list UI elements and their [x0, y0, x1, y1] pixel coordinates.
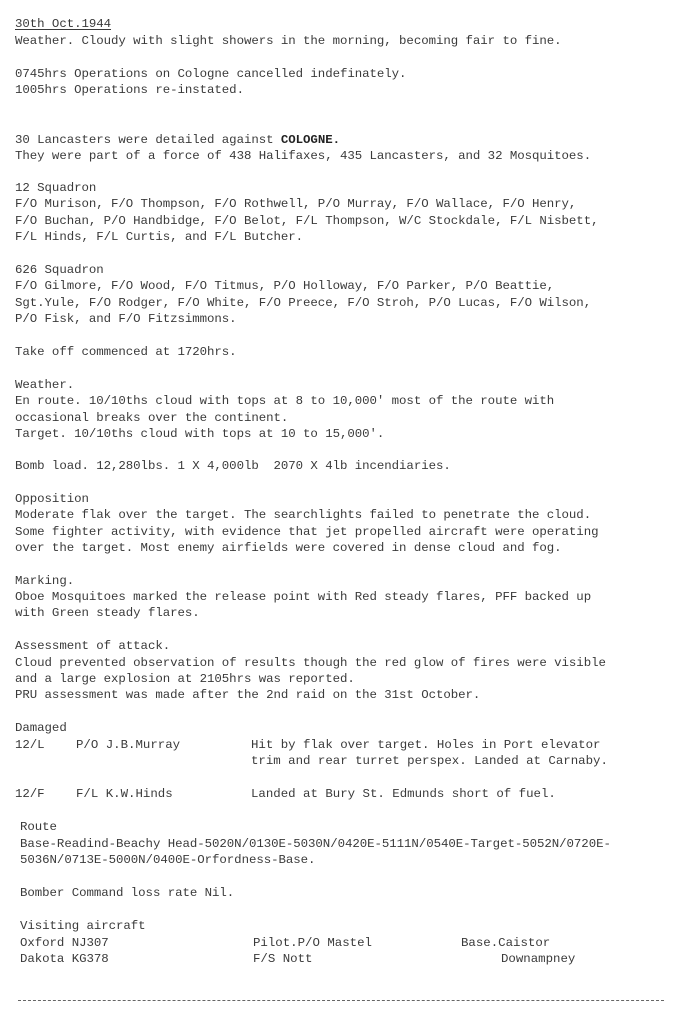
- damaged-notes: Landed at Bury St. Edmunds short of fuel.: [251, 787, 556, 801]
- crew-line: F/L Hinds, F/L Curtis, and F/L Butcher.: [15, 230, 304, 244]
- dashed-divider: [18, 1000, 664, 1001]
- damaged-notes: Hit by flak over target. Holes in Port elevator: [251, 738, 601, 752]
- weather-line: En route. 10/10ths cloud with tops at 8 to 10,000' most of the route with: [15, 394, 555, 408]
- damaged-title: Damaged: [15, 721, 67, 735]
- visiting-pilot: F/S Nott: [253, 952, 313, 966]
- operations-line: 0745hrs Operations on Cologne cancelled indefinately.: [15, 67, 407, 81]
- damaged-pilot: P/O J.B.Murray: [76, 738, 181, 752]
- route-line: Base-Readind-Beachy Head-5020N/0130E-5030N/0420E-5111N/0540E-Target-5052N/0720E-: [20, 837, 611, 851]
- target-name: COLOGNE.: [280, 133, 340, 147]
- visiting-pilot: Pilot.P/O Mastel: [253, 936, 372, 950]
- assessment-line: and a large explosion at 2105hrs was reported.: [15, 672, 355, 686]
- visiting-base: Base.Caistor: [461, 936, 551, 950]
- detail-prefix: 30 Lancasters were detailed against: [15, 133, 281, 147]
- detail-line: [15, 132, 340, 148]
- crew-line: F/O Gilmore, F/O Wood, F/O Titmus, P/O Holloway, F/O Parker, P/O Beattie,: [15, 279, 555, 293]
- bomb-load-line: Bomb load. 12,280lbs. 1 X 4,000lb 2070 X 4lb incendiaries.: [15, 459, 451, 473]
- visiting-aircraft: Oxford NJ307: [20, 936, 109, 950]
- opposition-line: Moderate flak over the target. The searchlights failed to penetrate the cloud.: [15, 508, 592, 522]
- visiting-title: Visiting aircraft: [20, 919, 146, 933]
- opposition-title: Opposition: [15, 492, 89, 506]
- crew-line: F/O Murison, F/O Thompson, F/O Rothwell, P/O Murray, F/O Wallace, F/O Henry,: [15, 197, 577, 211]
- visiting-base: Downampney: [501, 952, 576, 966]
- assessment-title: Assessment of attack.: [15, 639, 171, 653]
- damaged-aircraft: 12/F: [15, 787, 45, 801]
- loss-rate-line: Bomber Command loss rate Nil.: [20, 886, 235, 900]
- squadron-626-title: 626 Squadron: [15, 263, 104, 277]
- route-line: 5036N/0713E-5000N/0400E-Orfordness-Base.: [20, 853, 316, 867]
- entry-date: 30th Oct.1944: [15, 17, 112, 31]
- force-line: They were part of a force of 438 Halifaxes, 435 Lancasters, and 32 Mosquitoes.: [15, 149, 592, 163]
- assessment-line: Cloud prevented observation of results though the red glow of fires were visible: [15, 656, 606, 670]
- takeoff-line: Take off commenced at 1720hrs.: [15, 345, 237, 359]
- weather-summary: Weather. Cloudy with slight showers in the morning, becoming fair to fine.: [15, 34, 562, 48]
- assessment-line: PRU assessment was made after the 2nd raid on the 31st October.: [15, 688, 481, 702]
- damaged-pilot: F/L K.W.Hinds: [76, 787, 173, 801]
- operations-line: 1005hrs Operations re-instated.: [15, 83, 244, 97]
- crew-line: Sgt.Yule, F/O Rodger, F/O White, F/O Preece, F/O Stroh, P/O Lucas, F/O Wilson,: [15, 296, 592, 310]
- opposition-line: over the target. Most enemy airfields were covered in dense cloud and fog.: [15, 541, 562, 555]
- weather-title: Weather.: [15, 378, 75, 392]
- damaged-notes: trim and rear turret perspex. Landed at Carnaby.: [251, 754, 608, 768]
- marking-line: Oboe Mosquitoes marked the release point with Red steady flares, PFF backed up: [15, 590, 592, 604]
- squadron-12-title: 12 Squadron: [15, 181, 97, 195]
- weather-line: occasional breaks over the continent.: [15, 411, 289, 425]
- damaged-aircraft: 12/L: [15, 738, 45, 752]
- marking-title: Marking.: [15, 574, 75, 588]
- route-title: Route: [20, 820, 57, 834]
- weather-line: Target. 10/10ths cloud with tops at 10 to 15,000'.: [15, 427, 385, 441]
- opposition-line: Some fighter activity, with evidence that jet propelled aircraft were operating: [15, 525, 599, 539]
- crew-line: P/O Fisk, and F/O Fitzsimmons.: [15, 312, 237, 326]
- visiting-aircraft: Dakota KG378: [20, 952, 109, 966]
- crew-line: F/O Buchan, P/O Handbidge, F/O Belot, F/L Thompson, W/C Stockdale, F/L Nisbett,: [15, 214, 599, 228]
- marking-line: with Green steady flares.: [15, 606, 200, 620]
